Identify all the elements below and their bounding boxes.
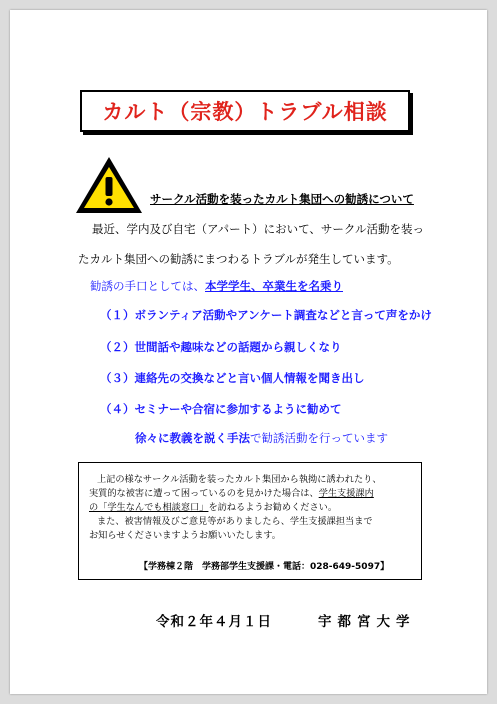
method-item: （１）ボランティア活動やアンケート調査などと言って声をかけ — [100, 308, 432, 322]
notice-underlined: の「学生なんでも相談窓口」 — [89, 502, 209, 513]
notice-text: を訪ねるようお勧めください。 — [208, 502, 338, 513]
closing-line — [135, 430, 388, 446]
notice-box — [78, 462, 422, 580]
document-page — [10, 10, 487, 694]
closing-bold: 徐々に教義を説く手法 — [135, 431, 250, 445]
organization-name: 宇都宮大学 — [318, 614, 416, 630]
intro-text: 勧誘の手口としては、 — [90, 279, 205, 293]
method-item: （４）セミナーや合宿に参加するように勧めて — [100, 402, 342, 416]
notice-text: 実質的な被害に遭って困っているのを見かけた場合は、 — [89, 488, 319, 499]
contact-info: 【学務棟２階 学務部学生支援課・電話：028-649-5097】 — [139, 562, 390, 572]
page-title: カルト（宗教）トラブル相談 — [102, 100, 388, 124]
method-item: （２）世間話や趣味などの話題から親しくなり — [100, 340, 342, 354]
body-line: たカルト集団への勧誘にまつわるトラブルが発生しています。 — [78, 252, 399, 266]
notice-line: お知らせくださいますようお願いいたします。 — [89, 530, 281, 541]
notice-line — [89, 499, 337, 513]
closing-rest: で勧誘活動を行っています — [250, 431, 388, 445]
intro-highlight: 本学学生、卒業生を名乗り — [205, 279, 343, 293]
warning-triangle-icon — [74, 155, 144, 215]
body-line: 最近、学内及び自宅（アパート）において、サークル活動を装っ — [92, 222, 425, 236]
method-item: （３）連絡先の交換などと言い個人情報を聞き出し — [100, 371, 365, 385]
method-intro — [90, 278, 343, 294]
title-box — [80, 90, 410, 132]
notice-line: また、被害情報及びご意見等がありましたら、学生支援課担当まで — [97, 516, 373, 527]
issue-date: 令和２年４月１日 — [156, 614, 272, 630]
section-subheading: サークル活動を装ったカルト集団への勧誘について — [150, 192, 414, 206]
notice-line — [89, 485, 374, 499]
notice-underlined: 学生支援課内 — [318, 488, 374, 499]
notice-line: 上記の様なサークル活動を装ったカルト集団から執拗に誘われたり、 — [97, 474, 382, 485]
